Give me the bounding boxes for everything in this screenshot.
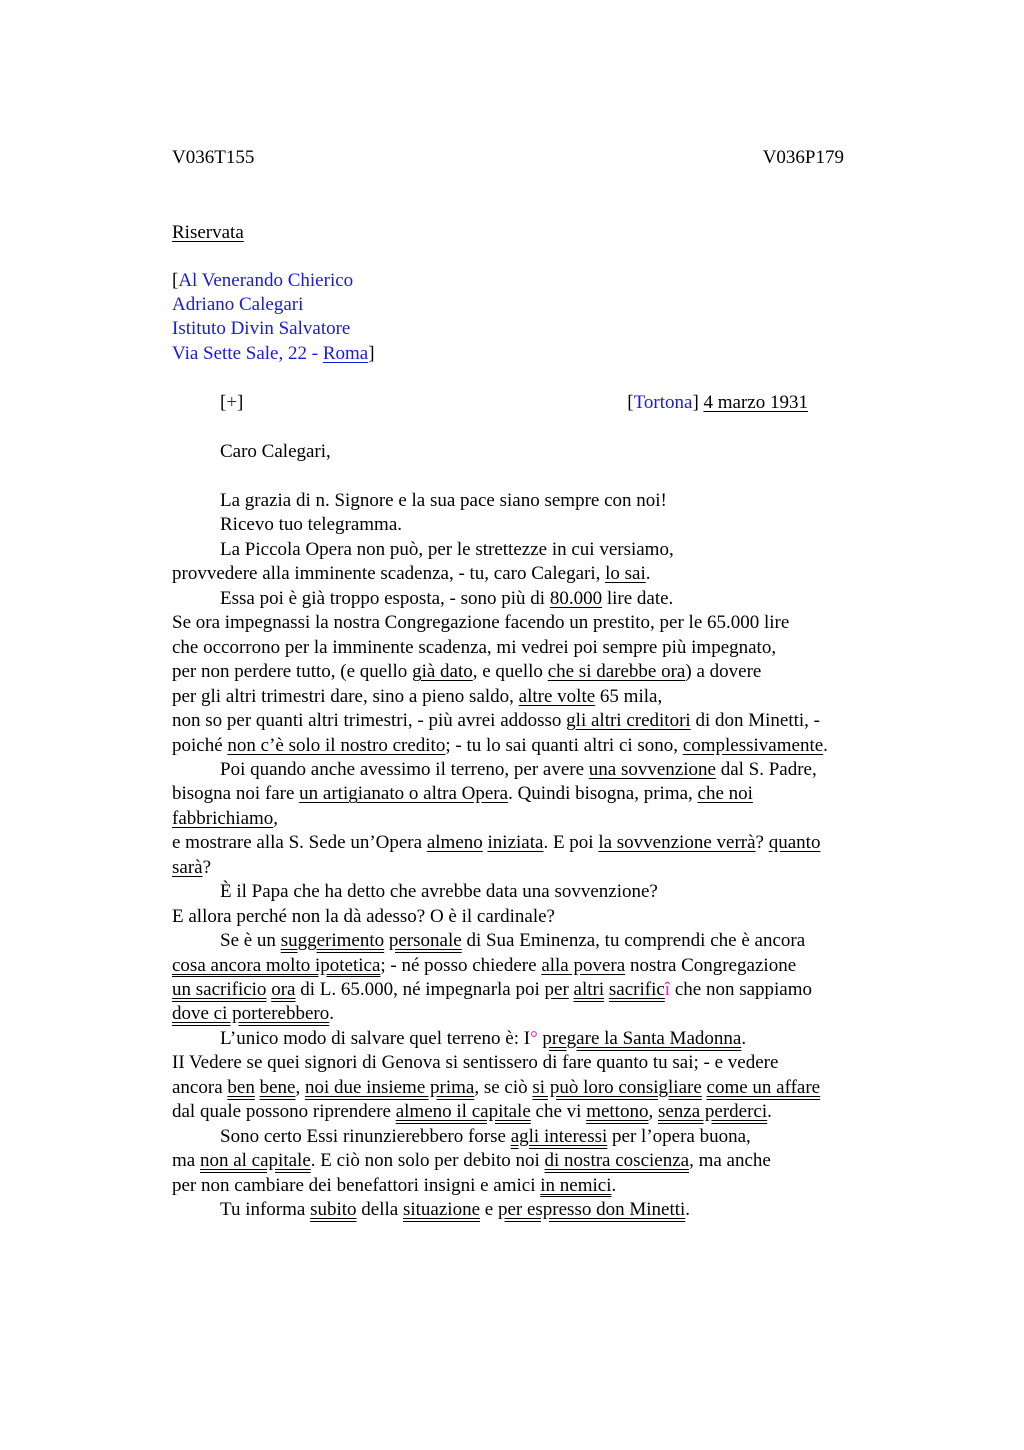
body-text: nostra Congregazione bbox=[625, 954, 797, 976]
body-line bbox=[172, 562, 651, 586]
body-text: . bbox=[741, 1027, 747, 1049]
underlined-text: almeno bbox=[426, 832, 483, 854]
body-text: , bbox=[648, 1101, 658, 1123]
body-text: L’unico modo di salvare quel terreno è: I bbox=[220, 1027, 531, 1049]
body-text: . E poi bbox=[543, 832, 599, 854]
body-text: . bbox=[823, 734, 828, 756]
body-text: Se è un bbox=[220, 930, 281, 952]
body-text: , ma anche bbox=[689, 1150, 771, 1172]
body-text: e bbox=[480, 1199, 498, 1221]
underlined-text: la sovvenzione verrà bbox=[598, 832, 756, 854]
body-line bbox=[172, 660, 761, 684]
body-text: Ricevo tuo telegramma. bbox=[220, 514, 403, 536]
body-text: che occorrono per la imminente scadenza, mi vedrei poi sempre più impegnato, bbox=[172, 636, 777, 658]
body-line bbox=[220, 880, 658, 904]
underlined-text: sacrific bbox=[608, 979, 665, 1000]
body-text: e mostrare alla S. Sede un’Opera bbox=[172, 832, 427, 854]
body-text: La grazia di n. Signore e la sua pace siano sempre con noi! bbox=[220, 490, 667, 511]
underlined-text: situazione bbox=[402, 1199, 481, 1221]
body-line bbox=[172, 685, 662, 709]
body-line bbox=[220, 1027, 746, 1051]
body-line bbox=[172, 734, 828, 758]
address-line-2: Adriano Calegari bbox=[172, 294, 304, 315]
body-text: per gli altri trimestri dare, sino a pieno saldo, bbox=[172, 685, 519, 707]
dateline-place: Tortona bbox=[633, 392, 693, 413]
underlined-text: già dato bbox=[412, 661, 473, 683]
body-line bbox=[172, 782, 753, 806]
body-text: ; - né posso chiedere bbox=[380, 954, 542, 976]
body-text: ) a dovere bbox=[685, 661, 762, 683]
body-line bbox=[172, 636, 776, 660]
body-text: dal quale possono riprendere bbox=[172, 1101, 396, 1123]
body-line bbox=[220, 1198, 690, 1222]
body-text: bisogna noi fare bbox=[172, 783, 300, 805]
underlined-text: senza perderci bbox=[657, 1101, 768, 1123]
underlined-text: altre volte bbox=[518, 685, 596, 707]
body-text: per non perdere tutto, (e quello bbox=[172, 661, 413, 683]
dateline: [Tortona] 4 marzo 1931 bbox=[627, 392, 808, 413]
body-text: , e quello bbox=[472, 661, 548, 683]
body-line bbox=[172, 954, 796, 978]
body-text: non so per quanti altri trimestri, - più avrei addosso bbox=[172, 710, 567, 732]
body-text: dal S. Padre, bbox=[715, 758, 817, 780]
annotation-mark: î bbox=[664, 979, 671, 1000]
dateline-date: 4 marzo 1931 bbox=[703, 392, 808, 413]
underlined-text: mettono bbox=[586, 1101, 649, 1123]
address-open-bracket: [ bbox=[172, 270, 179, 291]
body-line bbox=[172, 709, 820, 733]
underlined-text: iniziata bbox=[487, 832, 544, 854]
underlined-text: cosa ancora molto ipotetica bbox=[172, 954, 381, 976]
address-line-3: Istituto Divin Salvatore bbox=[172, 318, 351, 339]
riservata-label: Riservata bbox=[172, 222, 244, 243]
body-text: ? bbox=[202, 856, 212, 878]
underlined-text: non al capitale bbox=[199, 1150, 311, 1172]
underlined-text: 80.000 bbox=[549, 587, 603, 609]
body-text: II Vedere se quei signori di Genova si sentissero di fare quanto tu sai; - e vedere bbox=[172, 1052, 779, 1074]
underlined-text: fabbrichiamo bbox=[172, 807, 274, 829]
body-line bbox=[172, 856, 211, 880]
address-recipient-title: Al Venerando Chierico bbox=[178, 270, 354, 291]
annotation-mark: ° bbox=[530, 1027, 538, 1049]
underlined-text: come un affare bbox=[706, 1076, 821, 1098]
body-text: . bbox=[611, 1174, 617, 1196]
underlined-text: un sacrificio bbox=[172, 979, 267, 1000]
body-line bbox=[172, 978, 812, 1002]
underlined-text: che noi bbox=[697, 783, 753, 805]
address-city: Roma bbox=[322, 343, 369, 364]
underlined-text: subito bbox=[310, 1199, 357, 1221]
body-text: . bbox=[645, 563, 651, 585]
underlined-text: bene bbox=[259, 1076, 296, 1098]
body-text: E allora perché non la dà adesso? O è il cardinale? bbox=[172, 905, 555, 927]
body-text: ; - tu lo sai quanti altri ci sono, bbox=[445, 734, 683, 756]
body-text: Se ora impegnassi la nostra Congregazione facendo un prestito, per le 65.000 lire bbox=[172, 612, 790, 634]
underlined-text: quanto bbox=[768, 832, 821, 854]
address-street: Via Sette Sale, 22 - bbox=[172, 343, 323, 364]
underlined-text: in nemici bbox=[540, 1174, 612, 1196]
body-line bbox=[220, 587, 673, 611]
body-text: lire date. bbox=[602, 587, 674, 609]
cross-icon: + bbox=[226, 392, 238, 413]
body-text: , se ciò bbox=[474, 1076, 533, 1098]
address-line-1 bbox=[172, 269, 353, 293]
body-line bbox=[220, 1125, 751, 1149]
body-text: . bbox=[329, 1003, 334, 1025]
underlined-text: complessivamente bbox=[682, 734, 824, 756]
underlined-text: almeno il capitale bbox=[395, 1101, 531, 1123]
body-text: per l’opera buona, bbox=[607, 1125, 751, 1147]
body-text: ma bbox=[172, 1150, 200, 1172]
body-line bbox=[172, 1174, 616, 1198]
body-line bbox=[220, 489, 667, 513]
body-text: di L. 65.000, né impegnarla poi bbox=[295, 979, 545, 1000]
underlined-text: dove ci porterebbero bbox=[172, 1003, 330, 1025]
body-text: provvedere alla imminente scadenza, - tu, caro Calegari, bbox=[172, 563, 606, 585]
left-archive-code: V036T155 bbox=[172, 147, 255, 168]
right-archive-code: V036P179 bbox=[762, 147, 844, 168]
underlined-text: per espresso don Minetti bbox=[497, 1199, 686, 1221]
body-text: . E ciò non solo per debito noi bbox=[310, 1150, 545, 1172]
body-text: . bbox=[767, 1101, 772, 1123]
underlined-text: una sovvenzione bbox=[588, 758, 716, 780]
body-line bbox=[172, 611, 789, 635]
body-text: . bbox=[685, 1199, 691, 1221]
body-line bbox=[172, 1100, 772, 1124]
underlined-text: pregare la Santa Madonna bbox=[542, 1027, 742, 1049]
body-text: , bbox=[295, 1076, 305, 1098]
salutation: Caro Calegari, bbox=[220, 441, 331, 462]
underlined-text: agli interessi bbox=[510, 1125, 608, 1147]
body-text: che vi bbox=[530, 1101, 587, 1123]
body-text: ? bbox=[755, 832, 769, 854]
body-text: 65 mila, bbox=[595, 685, 663, 707]
body-text: La Piccola Opera non può, per le strettezze in cui versiamo, bbox=[220, 538, 674, 560]
body-text: . Quindi bisogna, prima, bbox=[508, 783, 698, 805]
body-line bbox=[220, 538, 674, 562]
underlined-text: che si darebbe ora bbox=[547, 661, 686, 683]
body-line bbox=[172, 831, 820, 855]
underlined-text: non c’è solo il nostro credito bbox=[227, 734, 446, 756]
underlined-text: alla povera bbox=[541, 954, 626, 976]
body-text: Sono certo Essi rinunzierebbero forse bbox=[220, 1125, 511, 1147]
address-line-4 bbox=[172, 342, 375, 366]
address-close-bracket: ] bbox=[368, 343, 375, 364]
underlined-text: di nostra coscienza bbox=[544, 1150, 690, 1172]
underlined-text: lo sai bbox=[605, 563, 646, 585]
body-text: di Sua Eminenza, tu comprendi che è ancora bbox=[461, 930, 806, 952]
body-line bbox=[220, 929, 805, 953]
body-text: Tu informa bbox=[220, 1199, 311, 1221]
body-text: ancora bbox=[172, 1076, 228, 1098]
body-line bbox=[172, 1002, 334, 1026]
body-line bbox=[220, 513, 402, 537]
body-text: che non sappiamo bbox=[670, 979, 813, 1000]
body-text: di don Minetti, - bbox=[690, 710, 820, 732]
underlined-text: noi due insieme prima bbox=[304, 1076, 475, 1098]
cross-mark: [+] bbox=[220, 392, 244, 413]
underlined-text: suggerimento bbox=[280, 930, 385, 952]
underlined-text: sarà bbox=[172, 856, 203, 878]
body-line bbox=[172, 1051, 778, 1075]
body-line bbox=[172, 1076, 820, 1100]
body-text: per non cambiare dei benefattori insigni e amici bbox=[172, 1174, 541, 1196]
body-line bbox=[172, 1149, 771, 1173]
body-text: , bbox=[273, 807, 279, 829]
body-text: poiché bbox=[172, 734, 228, 756]
underlined-text: altri bbox=[573, 979, 605, 1000]
underlined-text: personale bbox=[388, 930, 462, 952]
underlined-text: per bbox=[544, 979, 569, 1000]
underlined-text: ora bbox=[271, 979, 296, 1000]
body-line bbox=[172, 807, 278, 831]
body-text: Poi quando anche avessimo il terreno, per avere bbox=[220, 758, 589, 780]
body-line bbox=[172, 905, 555, 929]
underlined-text: gli altri creditori bbox=[566, 710, 691, 732]
underlined-text: si può loro consigliare bbox=[532, 1076, 702, 1098]
body-text: Essa poi è già troppo esposta, - sono più di bbox=[220, 587, 550, 609]
body-text: della bbox=[356, 1199, 403, 1221]
underlined-text: ben bbox=[227, 1076, 255, 1098]
body-line bbox=[220, 758, 817, 782]
body-text: È il Papa che ha detto che avrebbe data una sovvenzione? bbox=[220, 881, 658, 903]
underlined-text: un artigianato o altra Opera bbox=[299, 783, 509, 805]
